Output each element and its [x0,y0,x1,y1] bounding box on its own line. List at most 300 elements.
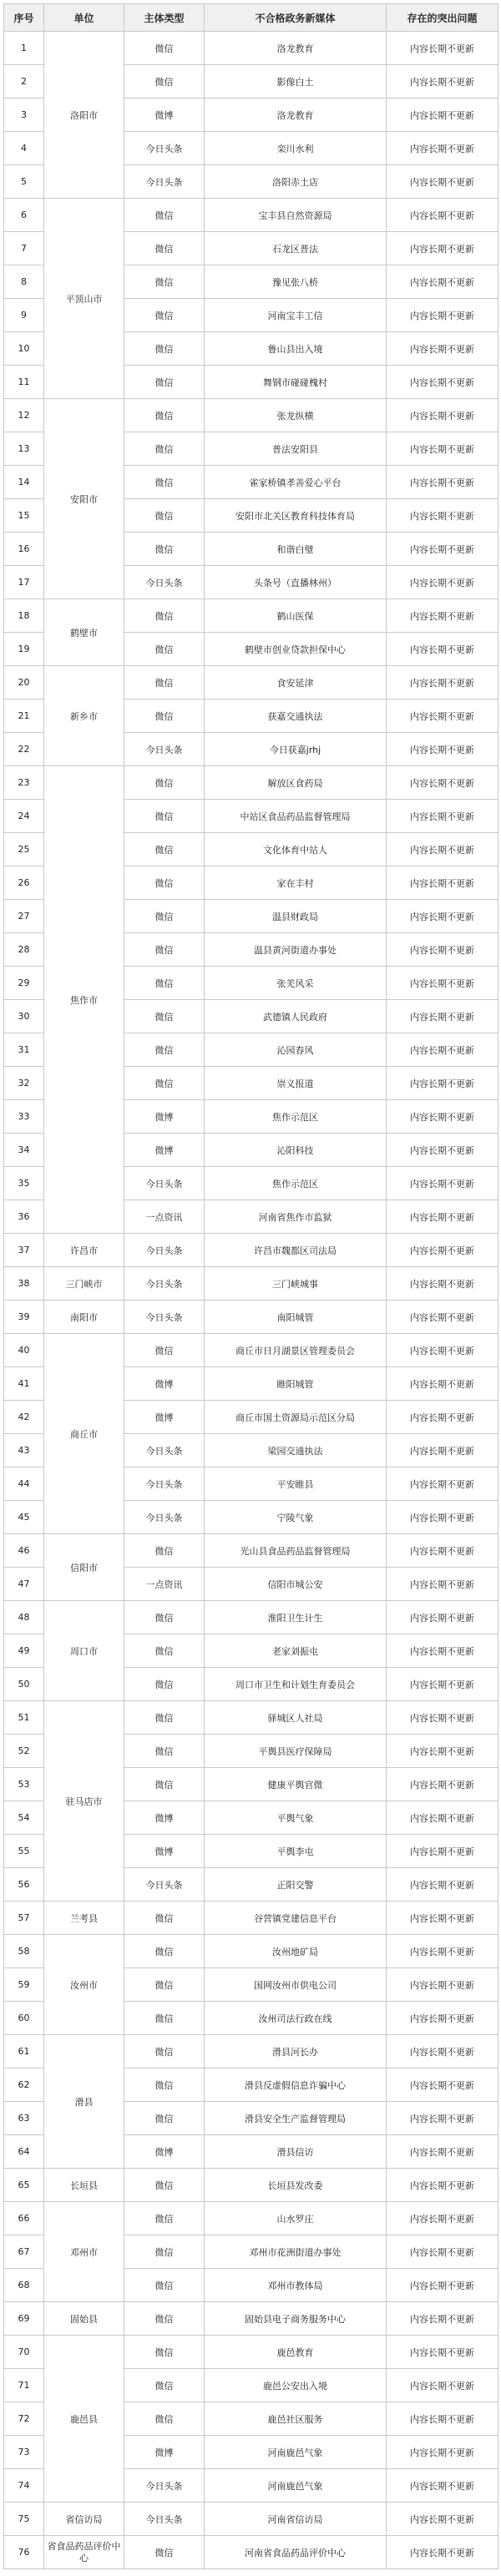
row-index: 40 [4,1334,44,1367]
table-body [4,32,498,2569]
media-type-cell: 微博 [124,1367,205,1401]
unit-cell: 鹿邑县 [44,2336,124,2503]
media-type-cell: 微信 [124,1735,205,1768]
row-index: 30 [4,1000,44,1033]
problem-cell: 内容长期不更新 [387,1968,498,2002]
problem-cell: 内容长期不更新 [387,2035,498,2068]
media-name-cell: 温县财政局 [205,900,387,933]
problem-cell: 内容长期不更新 [387,1200,498,1234]
media-name-cell: 光山县食品药品监督管理局 [205,1534,387,1568]
row-index: 66 [4,2202,44,2235]
media-name-cell: 许昌市魏都区司法局 [205,1234,387,1267]
row-index: 19 [4,633,44,666]
media-type-cell: 微信 [124,533,205,566]
row-index: 3 [4,98,44,132]
row-index: 32 [4,1067,44,1100]
media-type-cell: 微信 [124,65,205,98]
row-index: 33 [4,1100,44,1134]
media-type-cell: 微博 [124,1801,205,1835]
media-name-cell: 栾川水利 [205,132,387,165]
media-name-cell: 张羌风采 [205,967,387,1000]
row-index: 37 [4,1234,44,1267]
row-index: 5 [4,165,44,199]
media-name-cell: 食安延津 [205,666,387,700]
unit-cell: 许昌市 [44,1234,124,1267]
media-type-cell: 微博 [124,98,205,132]
media-name-cell: 平舆县医疗保障局 [205,1735,387,1768]
problem-cell: 内容长期不更新 [387,2135,498,2169]
media-type-cell: 微信 [124,1334,205,1367]
media-type-cell: 微信 [124,332,205,366]
problem-cell: 内容长期不更新 [387,432,498,466]
media-type-cell: 微信 [124,1902,205,1935]
table-row [4,1601,498,1634]
problem-cell: 内容长期不更新 [387,1868,498,1902]
problem-cell: 内容长期不更新 [387,1167,498,1200]
media-name-cell: 宝丰县自然资源局 [205,199,387,232]
unit-cell: 鹤壁市 [44,599,124,666]
row-index: 45 [4,1501,44,1534]
media-type-cell: 微信 [124,666,205,700]
table-container [3,3,498,2569]
problem-cell: 内容长期不更新 [387,967,498,1000]
unit-cell: 洛阳市 [44,32,124,199]
media-type-cell: 微信 [124,1935,205,1968]
media-type-cell: 微信 [124,2102,205,2135]
media-type-cell: 微信 [124,399,205,432]
media-type-cell: 微信 [124,299,205,332]
media-name-cell: 河南省食品药品评价中心 [205,2536,387,2569]
unit-cell: 安阳市 [44,399,124,599]
header-row [4,4,498,32]
media-name-cell: 张龙纵横 [205,399,387,432]
row-index: 56 [4,1868,44,1902]
header-index: 序号 [4,4,44,32]
row-index: 70 [4,2336,44,2369]
media-type-cell: 微信 [124,499,205,533]
media-type-cell: 今日头条 [124,132,205,165]
media-type-cell: 微信 [124,2169,205,2202]
unit-cell: 汝州市 [44,1935,124,2035]
media-name-cell: 河南宝丰工信 [205,299,387,332]
media-name-cell: 头条号（直播林州） [205,566,387,599]
problem-cell: 内容长期不更新 [387,566,498,599]
media-type-cell: 今日头条 [124,1868,205,1902]
problem-cell: 内容长期不更新 [387,299,498,332]
media-name-cell: 武德镇人民政府 [205,1000,387,1033]
media-name-cell: 平舆李屯 [205,1835,387,1868]
problem-cell: 内容长期不更新 [387,1735,498,1768]
problem-cell: 内容长期不更新 [387,466,498,499]
media-name-cell: 邓州市教体局 [205,2269,387,2302]
row-index: 61 [4,2035,44,2068]
row-index: 55 [4,1835,44,1868]
problem-cell: 内容长期不更新 [387,1534,498,1568]
problem-cell: 内容长期不更新 [387,1568,498,1601]
media-name-cell: 平安睢县 [205,1467,387,1501]
problem-cell: 内容长期不更新 [387,1033,498,1067]
media-type-cell: 微信 [124,800,205,833]
row-index: 18 [4,599,44,633]
row-index: 14 [4,466,44,499]
problem-cell: 内容长期不更新 [387,1267,498,1301]
problem-cell: 内容长期不更新 [387,332,498,366]
media-name-cell: 商丘市国土资源局示范区分局 [205,1401,387,1434]
media-name-cell: 今日获嘉jrhj [205,733,387,766]
media-type-cell: 微博 [124,1100,205,1134]
unit-cell: 信阳市 [44,1534,124,1601]
row-index: 71 [4,2369,44,2402]
row-index: 10 [4,332,44,366]
problem-cell: 内容长期不更新 [387,833,498,866]
problem-cell: 内容长期不更新 [387,2102,498,2135]
problem-cell: 内容长期不更新 [387,199,498,232]
unit-cell: 焦作市 [44,766,124,1234]
media-name-cell: 滑县信访 [205,2135,387,2169]
row-index: 43 [4,1434,44,1467]
media-type-cell: 微信 [124,2002,205,2035]
table-row [4,2302,498,2336]
table-row [4,2503,498,2536]
table-row [4,2169,498,2202]
row-index: 34 [4,1134,44,1167]
media-name-cell: 谷营镇党建信息平台 [205,1902,387,1935]
row-index: 22 [4,733,44,766]
problem-cell: 内容长期不更新 [387,2402,498,2436]
row-index: 46 [4,1534,44,1568]
media-name-cell: 三门峡城事 [205,1267,387,1301]
media-type-cell: 微信 [124,32,205,65]
row-index: 16 [4,533,44,566]
row-index: 48 [4,1601,44,1634]
problem-cell: 内容长期不更新 [387,2002,498,2035]
row-index: 67 [4,2235,44,2269]
row-index: 4 [4,132,44,165]
media-name-cell: 南阳城管 [205,1301,387,1334]
media-type-cell: 微信 [124,1067,205,1100]
problem-cell: 内容长期不更新 [387,866,498,900]
media-name-cell: 中站区食品药品监督管理局 [205,800,387,833]
problem-cell: 内容长期不更新 [387,2436,498,2469]
problem-cell: 内容长期不更新 [387,132,498,165]
problem-cell: 内容长期不更新 [387,533,498,566]
media-name-cell: 鹿邑教育 [205,2336,387,2369]
row-index: 27 [4,900,44,933]
media-type-cell: 微博 [124,2135,205,2169]
media-type-cell: 一点资讯 [124,1200,205,1234]
media-type-cell: 今日头条 [124,1434,205,1467]
media-type-cell: 今日头条 [124,1301,205,1334]
media-name-cell: 商丘市日月湖景区管理委员会 [205,1334,387,1367]
unit-cell: 三门峡市 [44,1267,124,1301]
row-index: 41 [4,1367,44,1401]
media-type-cell: 今日头条 [124,2469,205,2503]
problem-cell: 内容长期不更新 [387,32,498,65]
problem-cell: 内容长期不更新 [387,2068,498,2102]
row-index: 24 [4,800,44,833]
media-type-cell: 微信 [124,466,205,499]
media-name-cell: 老家刘振屯 [205,1634,387,1668]
header-type: 主体类型 [124,4,205,32]
unit-cell: 邓州市 [44,2202,124,2302]
media-type-cell: 微信 [124,1768,205,1801]
unit-cell: 省信访局 [44,2503,124,2536]
row-index: 74 [4,2469,44,2503]
media-type-cell: 微信 [124,1701,205,1735]
problem-cell: 内容长期不更新 [387,1701,498,1735]
table-row [4,2336,498,2369]
row-index: 17 [4,566,44,599]
unit-cell: 省食品药品评价中心 [44,2536,124,2569]
table-row [4,1301,498,1334]
media-type-cell: 今日头条 [124,1467,205,1501]
media-type-cell: 微信 [124,232,205,265]
media-type-cell: 今日头条 [124,566,205,599]
problem-cell: 内容长期不更新 [387,165,498,199]
unit-cell: 固始县 [44,2302,124,2336]
media-type-cell: 微博 [124,1401,205,1434]
unit-cell: 平顶山市 [44,199,124,399]
media-name-cell: 和谐白璧 [205,533,387,566]
media-type-cell: 微信 [124,1033,205,1067]
row-index: 52 [4,1735,44,1768]
media-name-cell: 沁园春风 [205,1033,387,1067]
media-name-cell: 鹤山医保 [205,599,387,633]
row-index: 36 [4,1200,44,1234]
problem-cell: 内容长期不更新 [387,1134,498,1167]
media-type-cell: 微信 [124,2068,205,2102]
media-type-cell: 微信 [124,1668,205,1701]
unit-cell: 滑县 [44,2035,124,2169]
media-name-cell: 国网汝州市供电公司 [205,1968,387,2002]
media-name-cell: 周口市卫生和计划生育委员会 [205,1668,387,1701]
row-index: 21 [4,700,44,733]
row-index: 7 [4,232,44,265]
table-row [4,199,498,232]
media-type-cell: 微信 [124,2336,205,2369]
media-type-cell: 微信 [124,633,205,666]
row-index: 60 [4,2002,44,2035]
media-name-cell: 洛龙教育 [205,32,387,65]
media-type-cell: 今日头条 [124,1501,205,1534]
media-type-cell: 微博 [124,2436,205,2469]
row-index: 38 [4,1267,44,1301]
problem-cell: 内容长期不更新 [387,1000,498,1033]
media-name-cell: 沁阳科技 [205,1134,387,1167]
media-name-cell: 崇义报道 [205,1067,387,1100]
media-name-cell: 文化体育中站人 [205,833,387,866]
media-name-cell: 滑县河长办 [205,2035,387,2068]
row-index: 65 [4,2169,44,2202]
row-index: 9 [4,299,44,332]
row-index: 6 [4,199,44,232]
media-name-cell: 鹿邑社区服务 [205,2402,387,2436]
media-name-cell: 宁陵气象 [205,1501,387,1534]
problem-cell: 内容长期不更新 [387,65,498,98]
problem-cell: 内容长期不更新 [387,1367,498,1401]
row-index: 31 [4,1033,44,1067]
row-index: 62 [4,2068,44,2102]
problem-cell: 内容长期不更新 [387,766,498,800]
media-name-cell: 豫见张八桥 [205,265,387,299]
media-name-cell: 平舆气象 [205,1801,387,1835]
problem-cell: 内容长期不更新 [387,98,498,132]
table-row [4,2035,498,2068]
media-name-cell: 焦作示范区 [205,1100,387,1134]
problem-cell: 内容长期不更新 [387,2469,498,2503]
media-type-cell: 微信 [124,199,205,232]
problem-cell: 内容长期不更新 [387,1768,498,1801]
media-type-cell: 今日头条 [124,733,205,766]
problem-cell: 内容长期不更新 [387,1301,498,1334]
media-type-cell: 微信 [124,2202,205,2235]
media-type-cell: 今日头条 [124,1267,205,1301]
row-index: 1 [4,32,44,65]
media-name-cell: 家在丰村 [205,866,387,900]
problem-cell: 内容长期不更新 [387,1100,498,1134]
row-index: 53 [4,1768,44,1801]
table-row [4,766,498,800]
media-name-cell: 河南鹿邑气象 [205,2469,387,2503]
media-type-cell: 微信 [124,599,205,633]
row-index: 8 [4,265,44,299]
row-index: 49 [4,1634,44,1668]
media-type-cell: 微信 [124,2302,205,2336]
unit-cell: 长垣县 [44,2169,124,2202]
row-index: 39 [4,1301,44,1334]
media-type-cell: 微信 [124,2402,205,2436]
media-name-cell: 睢阳城管 [205,1367,387,1401]
row-index: 68 [4,2269,44,2302]
problem-cell: 内容长期不更新 [387,1634,498,1668]
problem-cell: 内容长期不更新 [387,2369,498,2402]
problem-cell: 内容长期不更新 [387,1234,498,1267]
row-index: 25 [4,833,44,866]
problem-cell: 内容长期不更新 [387,1434,498,1467]
row-index: 11 [4,366,44,399]
media-name-cell: 汝州地矿局 [205,1935,387,1968]
row-index: 51 [4,1701,44,1735]
media-type-cell: 微信 [124,833,205,866]
table-row [4,2202,498,2235]
media-name-cell: 雀家桥镇孝善爱心平台 [205,466,387,499]
row-index: 29 [4,967,44,1000]
row-index: 35 [4,1167,44,1200]
unit-cell: 兰考县 [44,1902,124,1935]
row-index: 64 [4,2135,44,2169]
problem-cell: 内容长期不更新 [387,399,498,432]
unit-cell: 商丘市 [44,1334,124,1534]
row-index: 44 [4,1467,44,1501]
table-row [4,1234,498,1267]
problem-cell: 内容长期不更新 [387,599,498,633]
row-index: 2 [4,65,44,98]
media-type-cell: 微信 [124,766,205,800]
problem-cell: 内容长期不更新 [387,1835,498,1868]
media-type-cell: 微信 [124,265,205,299]
table-row [4,399,498,432]
problem-cell: 内容长期不更新 [387,232,498,265]
row-index: 76 [4,2536,44,2569]
unit-cell: 周口市 [44,1601,124,1701]
media-name-cell: 洛阳赤土店 [205,165,387,199]
row-index: 59 [4,1968,44,2002]
problem-cell: 内容长期不更新 [387,265,498,299]
row-index: 26 [4,866,44,900]
problem-cell: 内容长期不更新 [387,1935,498,1968]
row-index: 73 [4,2436,44,2469]
media-name-cell: 固始县电子商务服务中心 [205,2302,387,2336]
media-name-cell: 安阳市北关区教育科技体育局 [205,499,387,533]
media-type-cell: 微信 [124,967,205,1000]
media-name-cell: 山水罗庄 [205,2202,387,2235]
media-name-cell: 影像白土 [205,65,387,98]
problem-cell: 内容长期不更新 [387,1668,498,1701]
media-name-cell: 淮阳卫生计生 [205,1601,387,1634]
table-row [4,1935,498,1968]
table-row [4,32,498,65]
row-index: 23 [4,766,44,800]
media-type-cell: 一点资讯 [124,1568,205,1601]
media-name-cell: 河南省信访局 [205,2503,387,2536]
media-type-cell: 微信 [124,2269,205,2302]
media-name-cell: 长垣县发改委 [205,2169,387,2202]
row-index: 72 [4,2402,44,2436]
media-type-cell: 微信 [124,432,205,466]
problem-cell: 内容长期不更新 [387,700,498,733]
problem-cell: 内容长期不更新 [387,800,498,833]
table-row [4,666,498,700]
noncompliant-media-table [3,3,498,2569]
table-row [4,1267,498,1301]
unit-cell: 驻马店市 [44,1701,124,1902]
media-name-cell: 鹤壁市创业贷款担保中心 [205,633,387,666]
unit-cell: 新乡市 [44,666,124,766]
media-name-cell: 汝州司法行政在线 [205,2002,387,2035]
row-index: 47 [4,1568,44,1601]
table-row [4,2536,498,2569]
media-name-cell: 滑县安全生产监督管理局 [205,2102,387,2135]
media-type-cell: 微信 [124,700,205,733]
media-name-cell: 驿城区人社局 [205,1701,387,1735]
problem-cell: 内容长期不更新 [387,1401,498,1434]
problem-cell: 内容长期不更新 [387,1067,498,1100]
row-index: 57 [4,1902,44,1935]
table-row [4,1334,498,1367]
problem-cell: 内容长期不更新 [387,1902,498,1935]
media-name-cell: 舞钢市碰碰槐村 [205,366,387,399]
problem-cell: 内容长期不更新 [387,2302,498,2336]
media-type-cell: 微信 [124,2536,205,2569]
media-type-cell: 今日头条 [124,1167,205,1200]
media-type-cell: 今日头条 [124,1234,205,1267]
problem-cell: 内容长期不更新 [387,1601,498,1634]
row-index: 12 [4,399,44,432]
row-index: 13 [4,432,44,466]
problem-cell: 内容长期不更新 [387,2503,498,2536]
media-type-cell: 微信 [124,1968,205,2002]
media-type-cell: 微信 [124,1000,205,1033]
media-type-cell: 微博 [124,1835,205,1868]
media-name-cell: 石龙区普法 [205,232,387,265]
media-type-cell: 微信 [124,900,205,933]
row-index: 28 [4,933,44,967]
problem-cell: 内容长期不更新 [387,733,498,766]
problem-cell: 内容长期不更新 [387,1801,498,1835]
problem-cell: 内容长期不更新 [387,2169,498,2202]
problem-cell: 内容长期不更新 [387,1334,498,1367]
media-type-cell: 微信 [124,933,205,967]
